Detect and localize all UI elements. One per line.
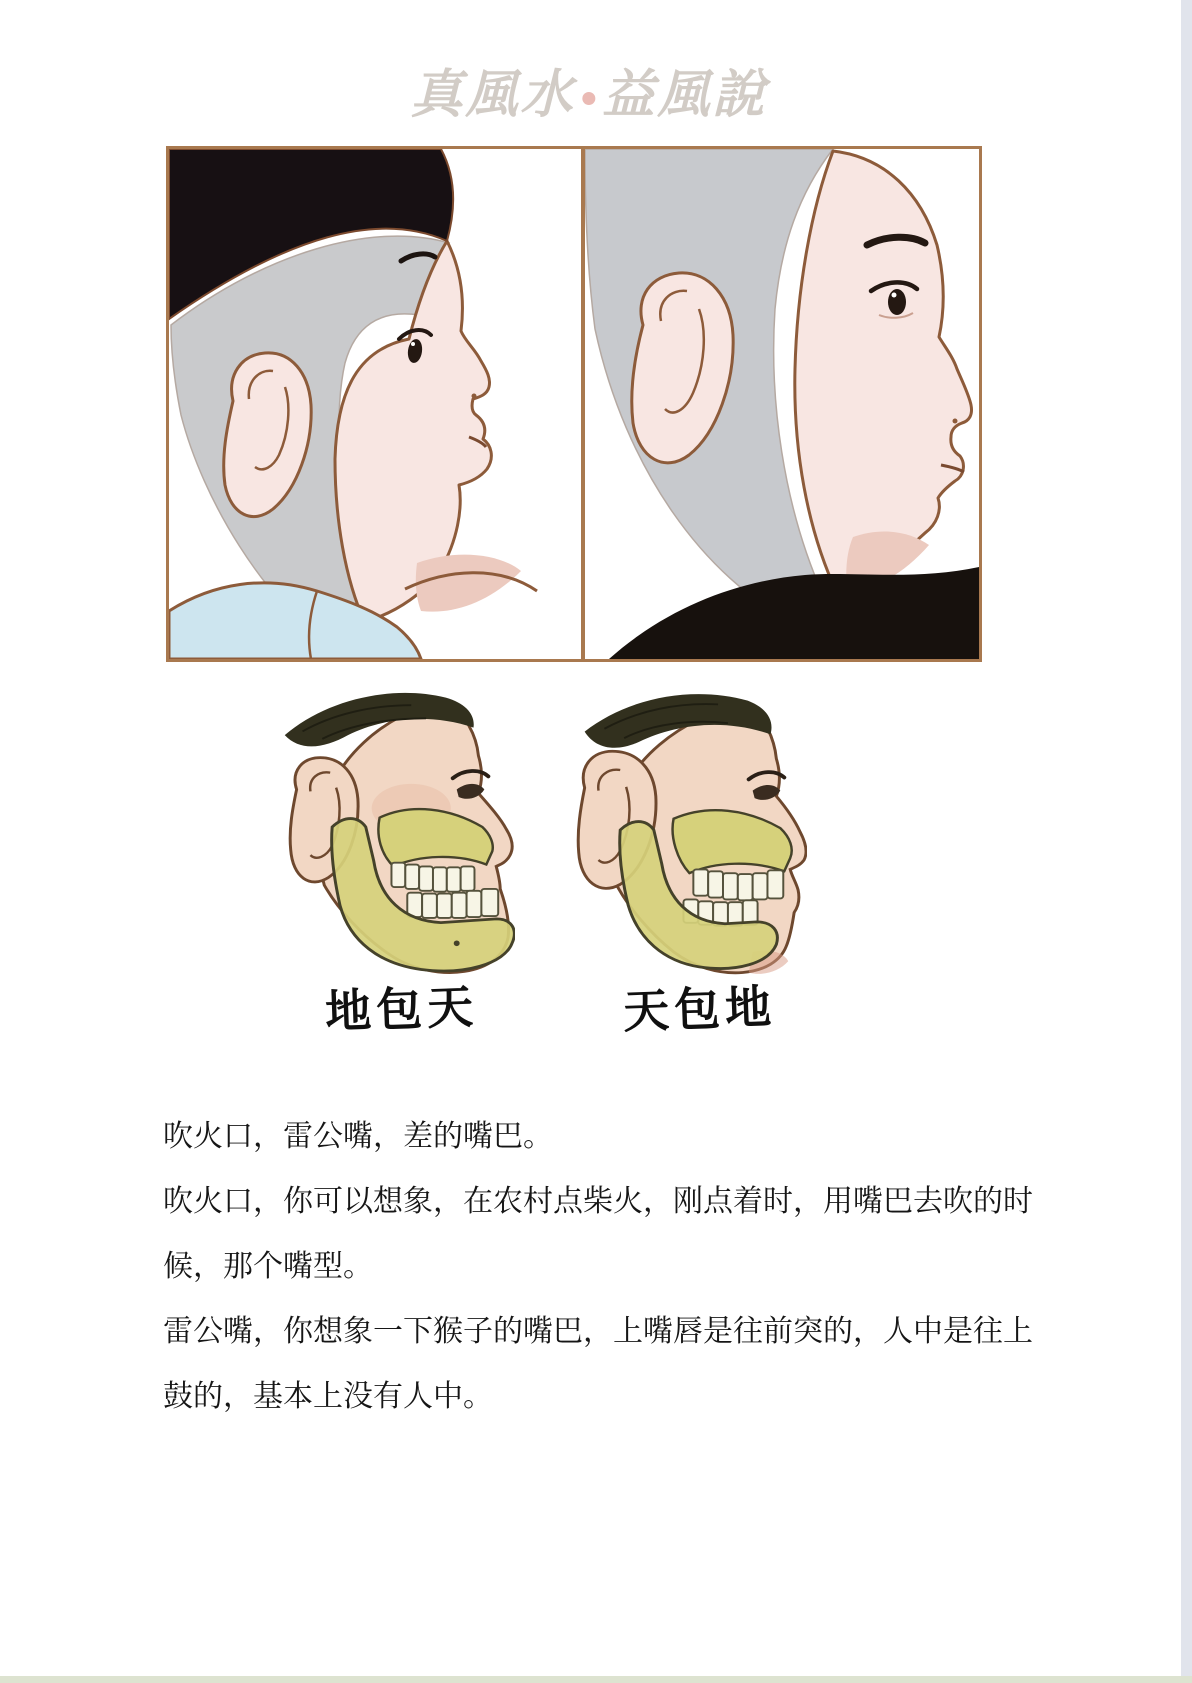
eye-pupil [888, 289, 906, 315]
watermark-left-text: 真風水 [410, 64, 576, 125]
red-seal-dot-icon [582, 92, 595, 105]
body-text [163, 1104, 1083, 1429]
watermark-right-text: 益風說 [602, 64, 768, 125]
baby-overbite-panel [585, 149, 979, 659]
neck-shade [416, 555, 521, 612]
chin-dimple [454, 940, 460, 946]
baby-underbite-illustration [169, 149, 581, 659]
skull-label-underbite: 地包天 [324, 980, 479, 1038]
lower-teeth [407, 889, 498, 918]
figure-skull-comparison [255, 665, 870, 1050]
eye-glint [411, 342, 415, 346]
baby-overbite-illustration [585, 149, 979, 659]
eye-glint [892, 293, 897, 298]
page-edge-right [1181, 0, 1192, 1683]
text-line: 鼓的，基本上没有人中。 [163, 1380, 493, 1413]
figure-baby-comparison [166, 146, 982, 662]
upper-teeth [693, 869, 783, 900]
black-shirt-shape [609, 567, 979, 659]
text-line: 吹火口，雷公嘴，差的嘴巴。 [163, 1120, 553, 1153]
text-line: 吹火口，你可以想象，在农村点柴火，刚点着时，用嘴巴去吹的时 [163, 1185, 1033, 1218]
upper-teeth [391, 863, 474, 892]
text-line: 候，那个嘴型。 [163, 1250, 373, 1283]
text-line: 雷公嘴，你想象一下猴子的嘴巴，上嘴唇是往前突的，人中是往上 [163, 1315, 1033, 1348]
baby-underbite-panel [169, 149, 581, 659]
watermark [410, 52, 767, 127]
skull-label-overbite: 天包地 [622, 980, 777, 1038]
nostril [953, 419, 958, 424]
face-shape [795, 151, 972, 593]
page-edge-bottom [0, 1676, 1192, 1683]
skull-overbite-illustration [555, 680, 807, 980]
skull-underbite-illustration [263, 677, 515, 977]
nostril [472, 394, 477, 399]
